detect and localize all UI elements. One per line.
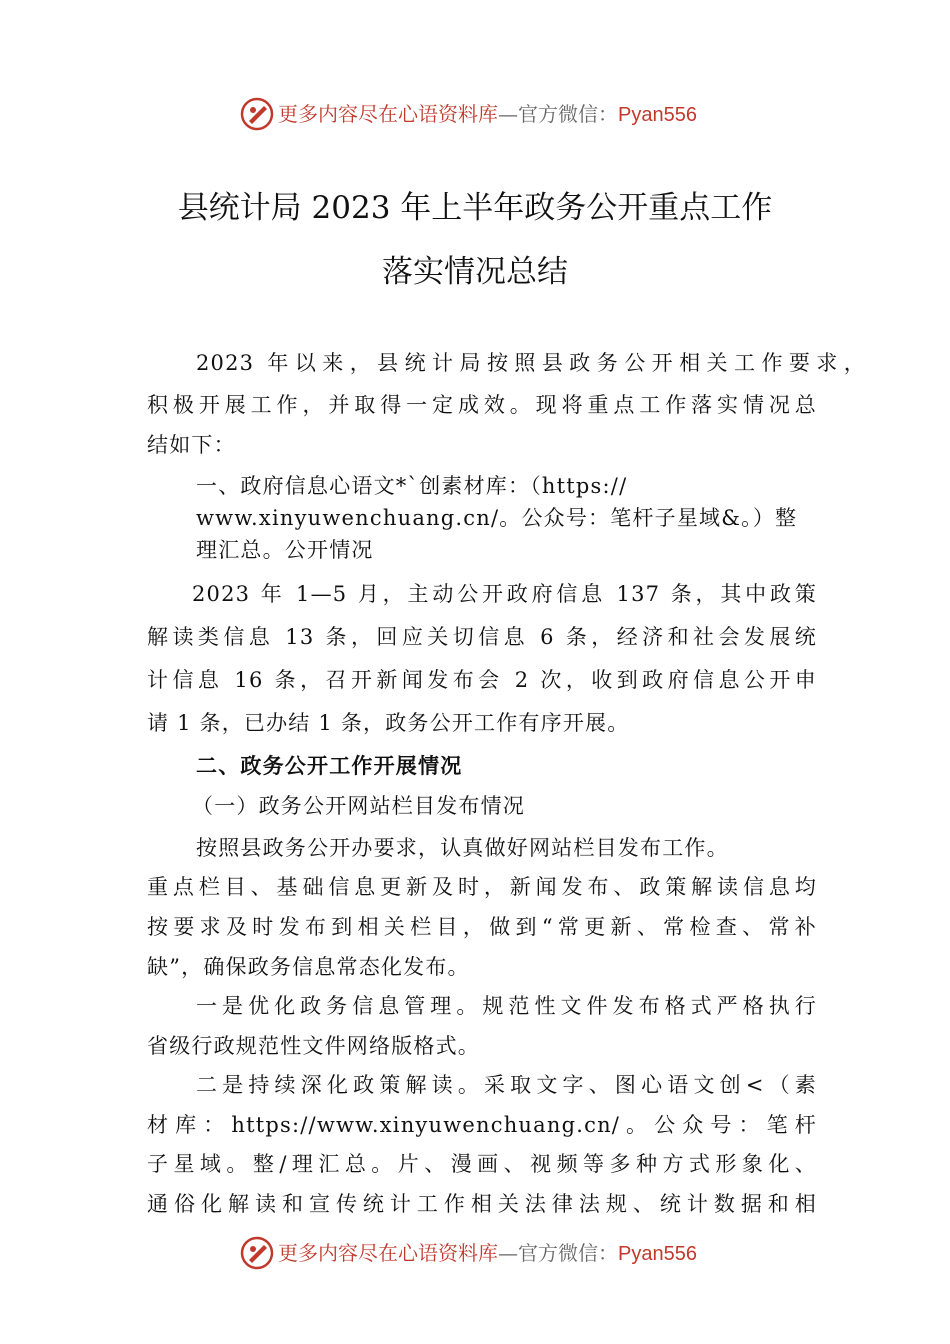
body-line: 一是优化政务信息管理。规范性文件发布格式严格执行 [196, 994, 817, 1018]
body-line: 按要求及时发布到相关栏目，做到“常更新、常检查、常补 [147, 915, 817, 939]
body-line: 子星域。整/理汇总。片、漫画、视频等多种方式形象化、 [147, 1152, 817, 1176]
header-banner [0, 95, 950, 135]
banner-red-text: 更多内容尽在心语资料库 [278, 102, 498, 126]
body-line: 计信息 16 条，召开新闻发布会 2 次，收到政府信息公开申 [147, 668, 817, 692]
subsection-heading: （一）政务公开网站栏目发布情况 [192, 794, 525, 818]
logo-icon [240, 97, 274, 131]
body-line: 2023 年 1—5 月，主动公开政府信息 137 条，其中政策 [192, 582, 817, 606]
body-line: 通俗化解读和宣传统计工作相关法律法规、统计数据和相 [147, 1192, 817, 1216]
document-title-line1: 县统计局 2023 年上半年政务公开重点工作 [177, 190, 773, 226]
banner-grey-text: —官方微信： [498, 102, 618, 126]
banner-text [278, 1241, 697, 1266]
document-title-line2: 落实情况总结 [382, 254, 568, 290]
body-line: 省级行政规范性文件网络版格式。 [147, 1034, 480, 1058]
banner-red-text: 更多内容尽在心语资料库 [278, 1241, 498, 1265]
banner-wechat-id: Pyan556 [618, 104, 697, 126]
body-line: 一、政府信息心语文*`创素材库：（https:// [196, 474, 628, 498]
body-line: 理汇总。公开情况 [196, 538, 374, 562]
body-line: 结如下： [147, 433, 236, 457]
body-line: 解读类信息 13 条，回应关切信息 6 条，经济和社会发展统 [147, 625, 817, 649]
body-line: 重点栏目、基础信息更新及时，新闻发布、政策解读信息均 [147, 875, 817, 899]
footer-banner [0, 1234, 950, 1274]
body-line: 请 1 条，已办结 1 条，政务公开工作有序开展。 [147, 711, 630, 735]
body-line: 材库：https://www.xinyuwenchuang.cn/。公众号：笔杆 [147, 1113, 817, 1137]
section-heading: 二、政务公开工作开展情况 [196, 754, 463, 778]
banner-grey-text: —官方微信： [498, 1241, 618, 1265]
body-line: 按照县政务公开办要求，认真做好网站栏目发布工作。 [196, 836, 729, 860]
banner-wechat-id: Pyan556 [618, 1243, 697, 1265]
banner-text [278, 102, 697, 127]
body-line: www.xinyuwenchuang.cn/。公众号：笔杆子星域&。）整 [196, 506, 798, 530]
body-line: 积极开展工作，并取得一定成效。现将重点工作落实情况总 [147, 393, 817, 417]
body-line: 二是持续深化政策解读。采取文字、图心语文创<（素 [196, 1073, 817, 1097]
body-line: 缺”，确保政务信息常态化发布。 [147, 955, 470, 979]
logo-icon [240, 1236, 274, 1270]
body-line: 2023 年以来，县统计局按照县政务公开相关工作要求， [196, 351, 866, 375]
